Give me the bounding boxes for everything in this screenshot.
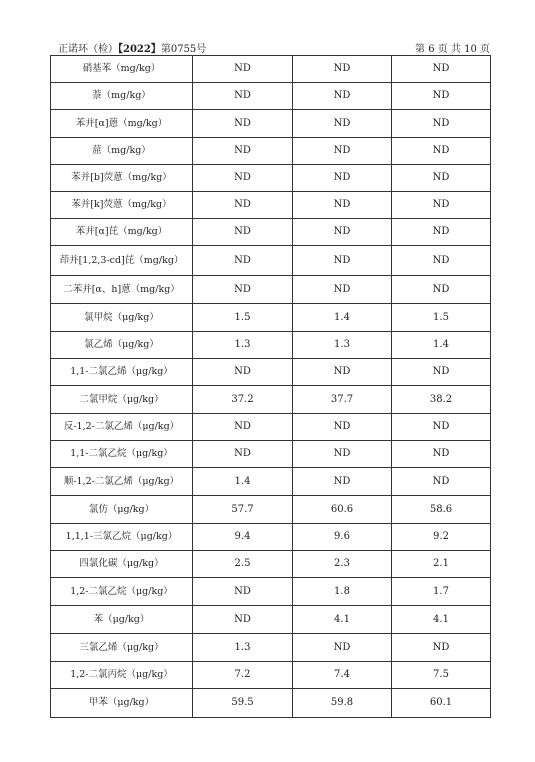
analyte-cell: 茚并[1,2,3-cd]芘（mg/kg）	[51, 246, 193, 276]
result-cell-2: 9.6	[293, 524, 392, 551]
result-cell-3: ND	[392, 83, 491, 110]
result-cell-1: ND	[193, 192, 293, 219]
table-row	[51, 165, 491, 192]
table-row	[51, 414, 491, 441]
table-row	[51, 192, 491, 219]
result-cell-3: 1.4	[392, 332, 491, 359]
result-cell-1: ND	[193, 441, 293, 468]
table-row	[51, 332, 491, 359]
analyte-cell: 苯并[α]蒽（mg/kg）	[51, 110, 193, 138]
analyte-cell: 1,1,1-三氯乙烷（μg/kg）	[51, 524, 193, 551]
result-cell-1: ND	[193, 138, 293, 165]
result-cell-1: ND	[193, 83, 293, 110]
result-cell-3: ND	[392, 414, 491, 441]
table-row	[51, 689, 491, 718]
report-year: 【2022】	[118, 44, 161, 55]
result-cell-2: ND	[293, 246, 392, 276]
table-row	[51, 56, 491, 83]
table-row	[51, 386, 491, 414]
table-row	[51, 304, 491, 332]
report-serial: 第0755号	[160, 44, 207, 55]
result-cell-1: 7.2	[193, 662, 293, 689]
result-cell-1: ND	[193, 246, 293, 276]
table-row	[51, 606, 491, 634]
analyte-cell: 二苯并[α、h]蒽（mg/kg）	[51, 276, 193, 304]
table-row	[51, 524, 491, 551]
analyte-cell: 顺-1,2-二氯乙烯（μg/kg）	[51, 468, 193, 496]
result-cell-2: ND	[293, 110, 392, 138]
result-cell-2: ND	[293, 219, 392, 246]
result-cell-2: 59.8	[293, 689, 392, 718]
result-cell-2: 2.3	[293, 551, 392, 578]
result-cell-3: 7.5	[392, 662, 491, 689]
analyte-cell: 苯并[b]荧蒽（mg/kg）	[51, 165, 193, 192]
analyte-cell: 氯乙烯（μg/kg）	[51, 332, 193, 359]
result-cell-2: ND	[293, 441, 392, 468]
result-cell-2: ND	[293, 83, 392, 110]
result-cell-3: 2.1	[392, 551, 491, 578]
analyte-cell: 萘（mg/kg）	[51, 83, 193, 110]
result-cell-3: 58.6	[392, 496, 491, 524]
table-row	[51, 496, 491, 524]
result-cell-3: 38.2	[392, 386, 491, 414]
result-cell-1: 1.3	[193, 332, 293, 359]
result-cell-1: ND	[193, 578, 293, 606]
result-cell-3: 9.2	[392, 524, 491, 551]
table-row	[51, 359, 491, 386]
result-cell-2: 1.3	[293, 332, 392, 359]
result-cell-3: 1.5	[392, 304, 491, 332]
result-cell-3: ND	[392, 246, 491, 276]
result-cell-3: ND	[392, 441, 491, 468]
analyte-cell: 苯并[k]荧蒽（mg/kg）	[51, 192, 193, 219]
result-cell-3: 60.1	[392, 689, 491, 718]
table-row	[51, 219, 491, 246]
result-cell-1: ND	[193, 276, 293, 304]
result-cell-2: 7.4	[293, 662, 392, 689]
result-cell-3: ND	[392, 359, 491, 386]
analyte-cell: 1,2-二氯乙烷（μg/kg）	[51, 578, 193, 606]
result-cell-2: ND	[293, 138, 392, 165]
analyte-cell: 氯甲烷（μg/kg）	[51, 304, 193, 332]
analyte-cell: 䓛（mg/kg）	[51, 138, 193, 165]
result-cell-1: 9.4	[193, 524, 293, 551]
result-cell-2: 1.4	[293, 304, 392, 332]
result-cell-3: ND	[392, 165, 491, 192]
table-row	[51, 246, 491, 276]
result-cell-3: ND	[392, 56, 491, 83]
analyte-cell: 1,1-二氯乙烯（μg/kg）	[51, 359, 193, 386]
result-cell-1: ND	[193, 110, 293, 138]
table-row	[51, 441, 491, 468]
analyte-cell: 苯并[α]芘（mg/kg）	[51, 219, 193, 246]
analyte-cell: 四氯化碳（μg/kg）	[51, 551, 193, 578]
result-cell-3: ND	[392, 468, 491, 496]
result-cell-2: ND	[293, 276, 392, 304]
result-cell-2: ND	[293, 468, 392, 496]
table-row	[51, 276, 491, 304]
result-cell-1: 59.5	[193, 689, 293, 718]
result-cell-2: 60.6	[293, 496, 392, 524]
result-cell-2: ND	[293, 56, 392, 83]
results-table	[50, 55, 491, 718]
analyte-cell: 苯（μg/kg）	[51, 606, 193, 634]
result-cell-1: 57.7	[193, 496, 293, 524]
page-header	[58, 40, 490, 54]
result-cell-3: 1.7	[392, 578, 491, 606]
result-cell-1: 1.4	[193, 468, 293, 496]
result-cell-1: 37.2	[193, 386, 293, 414]
result-cell-3: ND	[392, 192, 491, 219]
result-cell-1: ND	[193, 606, 293, 634]
result-cell-1: ND	[193, 359, 293, 386]
result-cell-3: ND	[392, 634, 491, 662]
result-cell-1: ND	[193, 165, 293, 192]
result-cell-3: ND	[392, 138, 491, 165]
result-cell-1: ND	[193, 219, 293, 246]
result-cell-3: 4.1	[392, 606, 491, 634]
table-row	[51, 551, 491, 578]
report-prefix: 正诺环（检）	[58, 44, 118, 55]
table-row	[51, 110, 491, 138]
report-number	[58, 40, 206, 55]
result-cell-2: ND	[293, 165, 392, 192]
result-cell-1: 1.5	[193, 304, 293, 332]
result-cell-2: ND	[293, 634, 392, 662]
result-cell-2: ND	[293, 359, 392, 386]
result-cell-2: 37.7	[293, 386, 392, 414]
analyte-cell: 1,2-二氯丙烷（μg/kg）	[51, 662, 193, 689]
result-cell-1: 1.3	[193, 634, 293, 662]
result-cell-1: 2.5	[193, 551, 293, 578]
result-cell-3: ND	[392, 110, 491, 138]
table-row	[51, 138, 491, 165]
analyte-cell: 氯仿（μg/kg）	[51, 496, 193, 524]
table-row	[51, 662, 491, 689]
analyte-cell: 反-1,2-二氯乙烯（μg/kg）	[51, 414, 193, 441]
result-cell-1: ND	[193, 56, 293, 83]
result-cell-3: ND	[392, 219, 491, 246]
table-row	[51, 634, 491, 662]
table-row	[51, 83, 491, 110]
result-cell-3: ND	[392, 276, 491, 304]
analyte-cell: 1,1-二氯乙烷（μg/kg）	[51, 441, 193, 468]
result-cell-1: ND	[193, 414, 293, 441]
analyte-cell: 三氯乙烯（μg/kg）	[51, 634, 193, 662]
result-cell-2: 4.1	[293, 606, 392, 634]
analyte-cell: 甲苯（μg/kg）	[51, 689, 193, 718]
analyte-cell: 硝基苯（mg/kg）	[51, 56, 193, 83]
result-cell-2: ND	[293, 192, 392, 219]
table-row	[51, 468, 491, 496]
page-indicator: 第 6 页 共 10 页	[415, 44, 490, 55]
result-cell-2: 1.8	[293, 578, 392, 606]
analyte-cell: 二氯甲烷（μg/kg）	[51, 386, 193, 414]
result-cell-2: ND	[293, 414, 392, 441]
table-row	[51, 578, 491, 606]
